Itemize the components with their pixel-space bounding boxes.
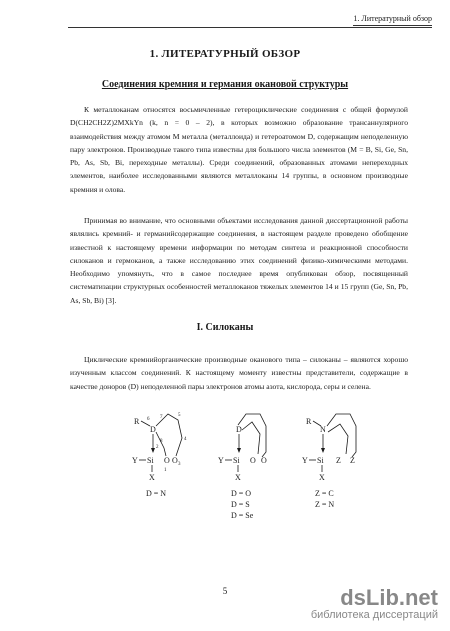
page-title: 1. ЛИТЕРАТУРНЫЙ ОБЗОР xyxy=(149,48,301,60)
s1-metal: Si xyxy=(147,456,154,465)
running-header: 1. Литературный обзор xyxy=(353,14,432,26)
s2-y: Y xyxy=(218,456,224,465)
paragraph-2-text: Принимая во внимание, что основными объектами исследования данной диссертационной работы являлись кремний- и германийсодержащие соединения, в настоящем разделе проведено обобщение известной к настоящему времени информации по методам синтеза и реакционной способности силоканов и гермоканов, а также исследованию этих соединений физико-химическими методами. Необходимо упомянуть, что в самое последнее время опубликован обзор, посвященный систематизации структурных особенностей металлоканов тяжелых элементов 14 и 15 групп (Ge, Sn, Pb, As, Sb, Bi) [3]. xyxy=(70,216,408,305)
s2-x: X xyxy=(235,473,241,482)
s2-caption-1: D = O xyxy=(231,489,252,498)
s1-num-8: 8 xyxy=(160,439,163,444)
paragraph-3 xyxy=(70,353,408,393)
page-number: 5 xyxy=(222,586,228,596)
paragraph-3-text: Циклические кремнийорганические производные оканового типа – силоканы – являются хорошо изученным классом соединений. К настоящему моменту известны представители, содержащие в качестве доноров (D) неподеленной пары электронов атомы азота, кислорода, серы и селена. xyxy=(70,355,408,391)
s1-o3: O xyxy=(172,456,178,465)
s3-y: Y xyxy=(302,456,308,465)
structure-3 xyxy=(302,414,356,509)
structure-2 xyxy=(218,414,267,520)
s1-num-7: 7 xyxy=(160,415,163,420)
s1-donor: D xyxy=(150,425,156,434)
watermark-logo: dsLib.net xyxy=(340,585,438,610)
s1-caption: D = N xyxy=(146,489,167,498)
s1-num-2: 2 xyxy=(156,445,159,450)
section-subtitle: Соединения кремния и германия окановой структуры xyxy=(101,79,349,90)
s1-r-label: R xyxy=(134,417,140,426)
s3-metal: Si xyxy=(317,456,324,465)
s3-z1: Z xyxy=(336,456,341,465)
paragraph-1-text: К металлоканам относятся восьмичленные гетероциклические соединения с общей формулой D(CH2CH2Z)2MXkYn (k, n = 0 – 2), в которых возможно образование трансаннулярного взаимодействия между атомом М металла (металлоида) и гетероатомом D, содержащим неподеленную пару электронов. Производные такого типа известны для большого числа элементов (M = B, Si, Ge, Sn, Pb, As, Sb, Bi, переходные металлы). Среди соединений, образованных атомами непереходных элементов, наиболее исследованными являются металлоканы 14 группы, в основном производные кремния и олова. xyxy=(70,105,408,194)
s1-o: O xyxy=(164,456,170,465)
s3-caption-1: Z = C xyxy=(315,489,334,498)
s3-z2: Z xyxy=(350,456,355,465)
s3-x: X xyxy=(319,473,325,482)
s1-x: X xyxy=(149,473,155,482)
s2-caption-3: D = Se xyxy=(231,511,254,520)
watermark xyxy=(311,587,438,621)
s1-num-3: 3 xyxy=(178,462,181,467)
s1-num-4: 4 xyxy=(184,437,187,442)
s3-r-label: R xyxy=(306,417,312,426)
chemical-structures xyxy=(120,408,420,528)
s3-caption-2: Z = N xyxy=(315,500,335,509)
s2-donor: D xyxy=(236,425,242,434)
s2-o2: O xyxy=(261,456,267,465)
s1-num-6: 6 xyxy=(147,417,150,422)
paragraph-1 xyxy=(70,103,408,196)
structures-svg xyxy=(120,408,420,528)
section-title: I. Силоканы xyxy=(196,322,254,333)
header-rule xyxy=(68,27,432,28)
s2-metal: Si xyxy=(233,456,240,465)
s1-num-1: 1 xyxy=(164,468,167,473)
s1-num-5: 5 xyxy=(178,413,181,418)
paragraph-2 xyxy=(70,214,408,307)
s1-y: Y xyxy=(132,456,138,465)
watermark-tagline: библиотека диссертаций xyxy=(310,609,438,621)
s2-caption-2: D = S xyxy=(231,500,250,509)
s3-donor: N xyxy=(320,425,326,434)
s2-o1: O xyxy=(250,456,256,465)
structure-1 xyxy=(132,413,187,498)
